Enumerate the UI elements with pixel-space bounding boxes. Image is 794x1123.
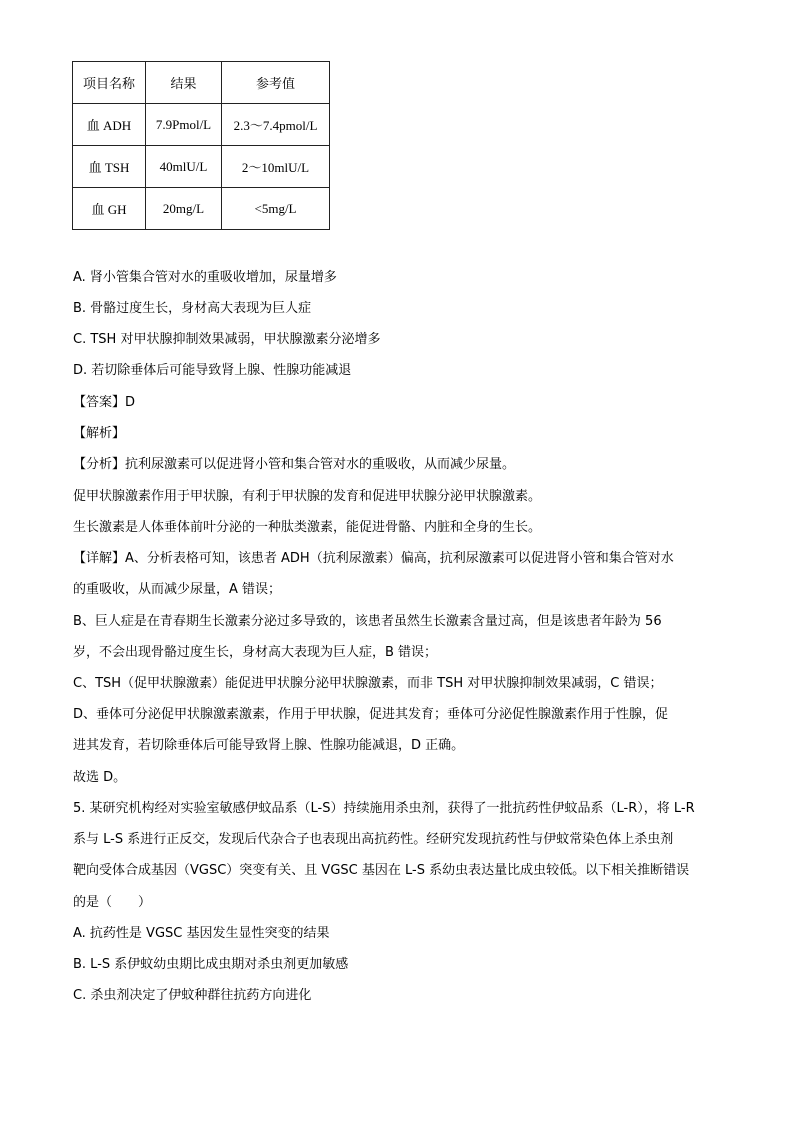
lab-results-table bbox=[72, 61, 330, 230]
table-row bbox=[73, 188, 330, 230]
q4-option-b: B. 骨骼过度生长，身材高大表现为巨人症 bbox=[73, 301, 312, 316]
q4-option-a: A. 肾小管集合管对水的重吸收增加，尿量增多 bbox=[73, 270, 337, 285]
analysis-title: 【解析】 bbox=[73, 426, 126, 441]
header-item-name: 项目名称 bbox=[73, 62, 146, 104]
detail-d-line: 进其发育，若切除垂体后可能导致肾上腺、性腺功能减退，D 正确。 bbox=[73, 738, 465, 753]
table-row bbox=[73, 104, 330, 146]
cell-result: 20mg/L bbox=[146, 188, 222, 230]
cell-item: 血 ADH bbox=[73, 104, 146, 146]
table-header-row bbox=[73, 62, 330, 104]
q5-stem-line: 的是（ ） bbox=[73, 895, 152, 910]
cell-reference: 2～10mlU/L bbox=[222, 146, 330, 188]
analysis-line: 【分析】抗利尿激素可以促进肾小管和集合管对水的重吸收，从而减少尿量。 bbox=[73, 457, 516, 472]
analysis-line: 生长激素是人体垂体前叶分泌的一种肽类激素，能促进骨骼、内脏和全身的生长。 bbox=[73, 520, 542, 535]
detail-a-line: 【详解】A、分析表格可知，该患者 ADH（抗利尿激素）偏高，抗利尿激素可以促进肾小管和集合管对水 bbox=[73, 551, 674, 566]
q5-option-b: B. L-S 系伊蚊幼虫期比成虫期对杀虫剂更加敏感 bbox=[73, 957, 349, 972]
q5-stem-line: 系与 L-S 系进行正反交，发现后代杂合子也表现出高抗药性。经研究发现抗药性与伊蚊常染色体上杀虫剂 bbox=[73, 832, 674, 847]
q4-option-d: D. 若切除垂体后可能导致肾上腺、性腺功能减退 bbox=[73, 363, 352, 378]
header-result: 结果 bbox=[146, 62, 222, 104]
detail-a-line: 的重吸收，从而减少尿量，A 错误； bbox=[73, 582, 282, 597]
cell-item: 血 GH bbox=[73, 188, 146, 230]
detail-b-line: B、巨人症是在青春期生长激素分泌过多导致的，该患者虽然生长激素含量过高，但是该患者年龄为 56 bbox=[73, 614, 662, 629]
cell-reference: 2.3～7.4pmol/L bbox=[222, 104, 330, 146]
q5-stem-line: 5. 某研究机构经对实验室敏感伊蚊品系（L-S）持续施用杀虫剂，获得了一批抗药性伊蚊品系（L-R），将 L-R bbox=[73, 801, 695, 816]
detail-c-line: C、TSH（促甲状腺激素）能促进甲状腺分泌甲状腺激素，而非 TSH 对甲状腺抑制效果减弱，C 错误； bbox=[73, 676, 663, 691]
cell-reference: <5mg/L bbox=[222, 188, 330, 230]
conclusion: 故选 D。 bbox=[73, 770, 127, 785]
detail-d-line: D、垂体可分泌促甲状腺激素激素，作用于甲状腺，促进其发育；垂体可分泌促性腺激素作用于性腺，促 bbox=[73, 707, 669, 722]
detail-b-line: 岁，不会出现骨骼过度生长，身材高大表现为巨人症，B 错误； bbox=[73, 645, 438, 660]
cell-item: 血 TSH bbox=[73, 146, 146, 188]
q5-option-a: A. 抗药性是 VGSC 基因发生显性突变的结果 bbox=[73, 926, 330, 941]
table-row bbox=[73, 146, 330, 188]
analysis-line: 促甲状腺激素作用于甲状腺，有利于甲状腺的发育和促进甲状腺分泌甲状腺激素。 bbox=[73, 489, 542, 504]
q5-option-c: C. 杀虫剂决定了伊蚊种群往抗药方向进化 bbox=[73, 988, 312, 1003]
header-reference: 参考值 bbox=[222, 62, 330, 104]
cell-result: 7.9Pmol/L bbox=[146, 104, 222, 146]
q5-stem-line: 靶向受体合成基因（VGSC）突变有关、且 VGSC 基因在 L-S 系幼虫表达量比成虫较低。以下相关推断错误 bbox=[73, 863, 690, 878]
cell-result: 40mlU/L bbox=[146, 146, 222, 188]
q4-option-c: C. TSH 对甲状腺抑制效果减弱，甲状腺激素分泌增多 bbox=[73, 332, 381, 347]
answer-label: 【答案】D bbox=[73, 395, 136, 410]
